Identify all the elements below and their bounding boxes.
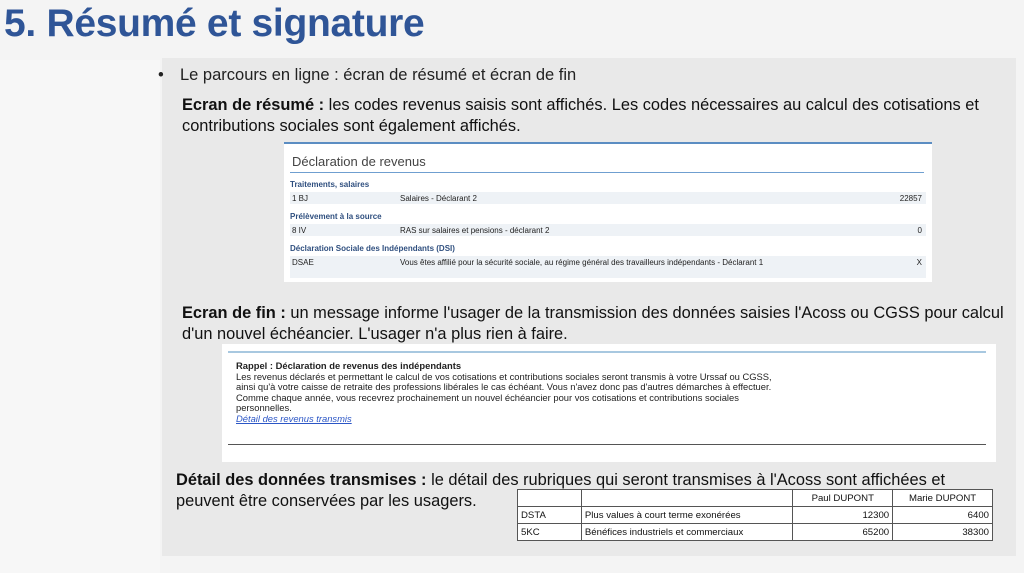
row-value: X <box>916 258 922 267</box>
table-cell: 38300 <box>893 524 993 541</box>
rappel-line: Les revenus déclarés et permettant le calcul de vos cotisations et contributions sociales seront transmis à votre Urssaf ou CGSS, <box>236 370 772 382</box>
section-heading: Traitements, salaires <box>290 180 370 189</box>
table-cell: Bénéfices industriels et commerciaux <box>581 524 792 541</box>
bullet-text: Le parcours en ligne : écran de résumé et écran de fin <box>180 66 577 84</box>
rappel-top-divider <box>228 351 986 353</box>
table-header-cell <box>518 490 582 507</box>
table-row <box>518 507 993 524</box>
row-code: 1 BJ <box>292 194 309 203</box>
row-value: 0 <box>917 226 922 235</box>
table-cell: DSTA <box>518 507 582 524</box>
bullet-icon: • <box>158 66 164 84</box>
section-heading: Déclaration Sociale des Indépendants (DSI) <box>290 244 455 253</box>
paragraph-detail-text: le détail des rubriques qui seront transmises à l'Acoss sont affichées et <box>426 471 946 489</box>
declaration-divider <box>290 172 924 173</box>
rappel-heading: Rappel : Déclaration de revenus des indépendants <box>236 360 462 371</box>
row-code: 8 IV <box>292 226 307 235</box>
declaration-box <box>284 142 932 282</box>
declaration-row <box>290 256 926 278</box>
paragraph-fin-label: Ecran de fin : <box>182 304 286 322</box>
paragraph-resume <box>182 95 1012 137</box>
row-label: RAS sur salaires et pensions - déclarant 2 <box>400 226 550 235</box>
table-cell: 12300 <box>793 507 893 524</box>
declaration-row <box>290 192 926 204</box>
paragraph-detail-text-2: peuvent être conservées par les usagers. <box>176 492 477 510</box>
row-code: DSAE <box>292 258 314 267</box>
left-margin <box>0 60 160 573</box>
table-cell: Plus values à court terme exonérées <box>581 507 792 524</box>
rappel-content <box>236 361 956 425</box>
declaration-title: Déclaration de revenus <box>292 154 426 169</box>
rappel-box <box>222 344 996 462</box>
declaration-row <box>290 224 926 236</box>
section-heading: Prélèvement à la source <box>290 212 382 221</box>
rappel-line: Comme chaque année, vous recevrez prochainement un nouvel échéancier pour vos cotisations et contributions sociales <box>236 391 739 403</box>
rappel-line: personnelles. <box>236 402 292 414</box>
table-header-row <box>518 490 993 507</box>
table-cell: 5KC <box>518 524 582 541</box>
table-row <box>518 524 993 541</box>
paragraph-resume-text: les codes revenus saisis sont affichés. Les codes nécessaires au calcul des cotisations et contributions sociales sont également affichés. <box>182 96 979 135</box>
table-header-cell: Paul DUPONT <box>793 490 893 507</box>
paragraph-fin <box>182 303 1012 345</box>
transmitted-data-table <box>517 489 993 541</box>
row-label: Salaires - Déclarant 2 <box>400 194 477 203</box>
row-value: 22857 <box>899 194 922 203</box>
rappel-line: ainsi qu'à votre caisse de retraite des professions libérales le cas échéant. Vous n'avez donc pas d'autres démarches à effectuer. <box>236 381 772 393</box>
paragraph-detail-label: Détail des données transmises : <box>176 471 427 489</box>
bullet-item <box>158 66 576 85</box>
table-header-cell: Marie DUPONT <box>893 490 993 507</box>
detail-revenus-link[interactable]: Détail des revenus transmis <box>236 412 352 424</box>
paragraph-resume-label: Ecran de résumé : <box>182 96 325 114</box>
table-cell: 6400 <box>893 507 993 524</box>
rappel-bottom-divider <box>228 444 986 445</box>
slide-title: 5. Résumé et signature <box>4 2 425 45</box>
row-label: Vous êtes affilié pour la sécurité sociale, au régime général des travailleurs indépendants - Déclarant 1 <box>400 258 764 267</box>
table-header-cell <box>581 490 792 507</box>
paragraph-fin-text: un message informe l'usager de la transmission des données saisies l'Acoss ou CGSS pour calcul d'un nouvel échéancier. L'usager n'a plus rien à faire. <box>182 304 1004 343</box>
table-cell: 65200 <box>793 524 893 541</box>
